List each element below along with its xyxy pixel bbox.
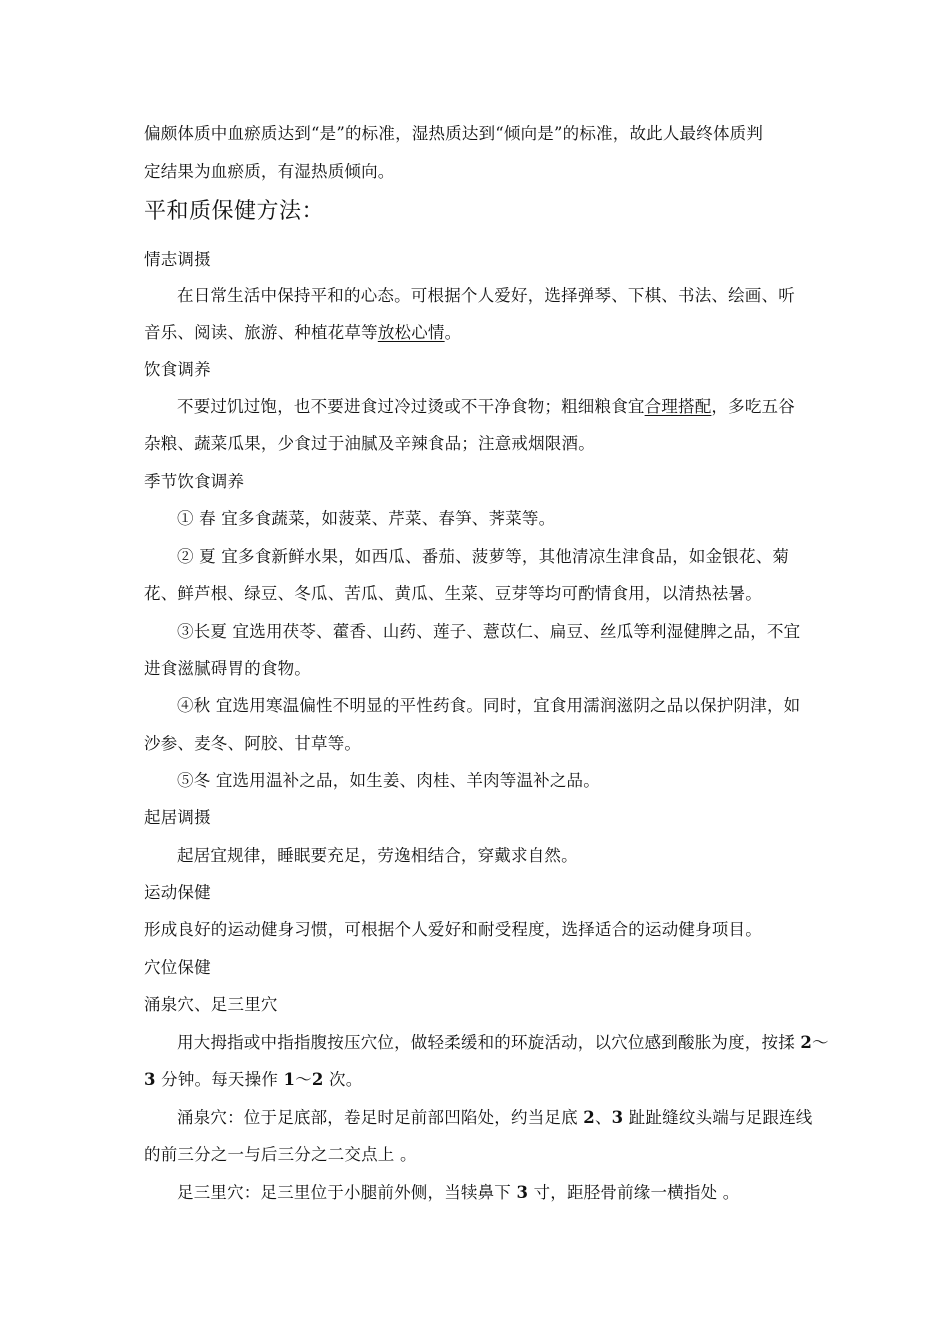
seasonal-autumn-2: 沙参、麦冬、阿胶、甘草等。 bbox=[144, 734, 362, 753]
yongquan-line-1 bbox=[177, 1108, 812, 1128]
emotion-underlined-phrase: 放松心情 bbox=[377, 323, 445, 342]
section-title-seasonal: 季节饮食调养 bbox=[144, 472, 245, 491]
yongquan-number: 2 bbox=[583, 1108, 595, 1127]
zusanli-line bbox=[177, 1183, 739, 1203]
main-heading: 平和质保健方法： bbox=[144, 199, 325, 224]
section-title-diet: 饮食调养 bbox=[144, 360, 211, 379]
diet-text-tail: ，多吃五谷 bbox=[711, 397, 795, 416]
diet-line-1 bbox=[177, 397, 795, 417]
method-text: 用大拇指或中指指腹按压穴位，做轻柔缓和的环旋活动，以穴位感到酸胀为度，按揉 bbox=[177, 1033, 801, 1052]
yongquan-separator: 、 bbox=[594, 1108, 612, 1127]
seasonal-summer-2: 花、鲜芦根、绿豆、冬瓜、苦瓜、黄瓜、生菜、豆芽等均可酌情食用，以清热祛暑。 bbox=[144, 584, 762, 603]
method-text: 次。 bbox=[323, 1070, 363, 1089]
emotion-text: 音乐、阅读、旅游、种植花草等 bbox=[144, 323, 378, 342]
zusanli-text: 寸，距胫骨前缘一横指处 。 bbox=[528, 1183, 740, 1202]
emotion-period: 。 bbox=[444, 323, 462, 342]
method-tilde: ～ bbox=[295, 1070, 312, 1089]
section-title-emotion: 情志调摄 bbox=[144, 250, 211, 269]
zusanli-number: 3 bbox=[516, 1183, 529, 1202]
yongquan-line-2: 的前三分之一与后三分之二交点上 。 bbox=[144, 1145, 417, 1164]
seasonal-late-summer-2: 进食滋腻碍胃的食物。 bbox=[144, 659, 311, 678]
method-number: 1 bbox=[283, 1070, 296, 1089]
method-number: 2 bbox=[800, 1033, 813, 1052]
acupoint-subtitle: 涌泉穴、足三里穴 bbox=[144, 995, 278, 1014]
section-title-living: 起居调摄 bbox=[144, 808, 211, 827]
intro-line-2: 定结果为血瘀质，有湿热质倾向。 bbox=[144, 162, 395, 181]
emotion-line-1: 在日常生活中保持平和的心态。可根据个人爱好，选择弹琴、下棋、书法、绘画、听 bbox=[177, 286, 795, 305]
intro-line-1: 偏颇体质中血瘀质达到“是”的标准，湿热质达到“倾向是”的标准，故此人最终体质判 bbox=[144, 124, 764, 143]
acupoint-method-line-2 bbox=[144, 1070, 362, 1090]
diet-text: 不要过饥过饱，也不要进食过冷过烫或不干净食物；粗细粮食宜 bbox=[177, 397, 645, 416]
method-number: 2 bbox=[311, 1070, 324, 1089]
seasonal-late-summer-1: ③长夏 宜选用茯苓、藿香、山药、莲子、薏苡仁、扁豆、丝瓜等利湿健脾之品，不宜 bbox=[177, 622, 801, 641]
emotion-line-2 bbox=[144, 323, 461, 343]
seasonal-spring: ① 春 宜多食蔬菜，如菠菜、芹菜、春笋、荠菜等。 bbox=[177, 509, 556, 528]
method-tilde: ～ bbox=[812, 1033, 829, 1052]
section-title-exercise: 运动保健 bbox=[144, 883, 211, 902]
diet-line-2: 杂粮、蔬菜瓜果，少食过于油腻及辛辣食品；注意戒烟限酒。 bbox=[144, 434, 595, 453]
zusanli-text: 足三里穴：足三里位于小腿前外侧，当犊鼻下 bbox=[177, 1183, 517, 1202]
section-title-acupoint: 穴位保健 bbox=[144, 958, 211, 977]
seasonal-winter: ⑤冬 宜选用温补之品，如生姜、肉桂、羊肉等温补之品。 bbox=[177, 771, 600, 790]
yongquan-text: 涌泉穴：位于足底部，卷足时足前部凹陷处，约当足底 bbox=[177, 1108, 584, 1127]
living-line-1: 起居宜规律，睡眠要充足，劳逸相结合，穿戴求自然。 bbox=[177, 846, 578, 865]
method-number: 3 bbox=[144, 1070, 156, 1089]
seasonal-autumn-1: ④秋 宜选用寒温偏性不明显的平性药食。同时，宜食用濡润滋阴之品以保护阴津，如 bbox=[177, 696, 801, 715]
seasonal-summer-1: ② 夏 宜多食新鲜水果，如西瓜、番茄、菠萝等，其他清凉生津食品，如金银花、菊 bbox=[177, 547, 790, 566]
yongquan-number: 3 bbox=[611, 1108, 624, 1127]
method-text: 分钟。每天操作 bbox=[155, 1070, 284, 1089]
exercise-line-1: 形成良好的运动健身习惯，可根据个人爱好和耐受程度，选择适合的运动健身项目。 bbox=[144, 920, 762, 939]
acupoint-method-line-1 bbox=[177, 1033, 829, 1053]
yongquan-text: 趾趾缝纹头端与足跟连线 bbox=[623, 1108, 813, 1127]
diet-underlined-phrase: 合理搭配 bbox=[644, 397, 712, 416]
